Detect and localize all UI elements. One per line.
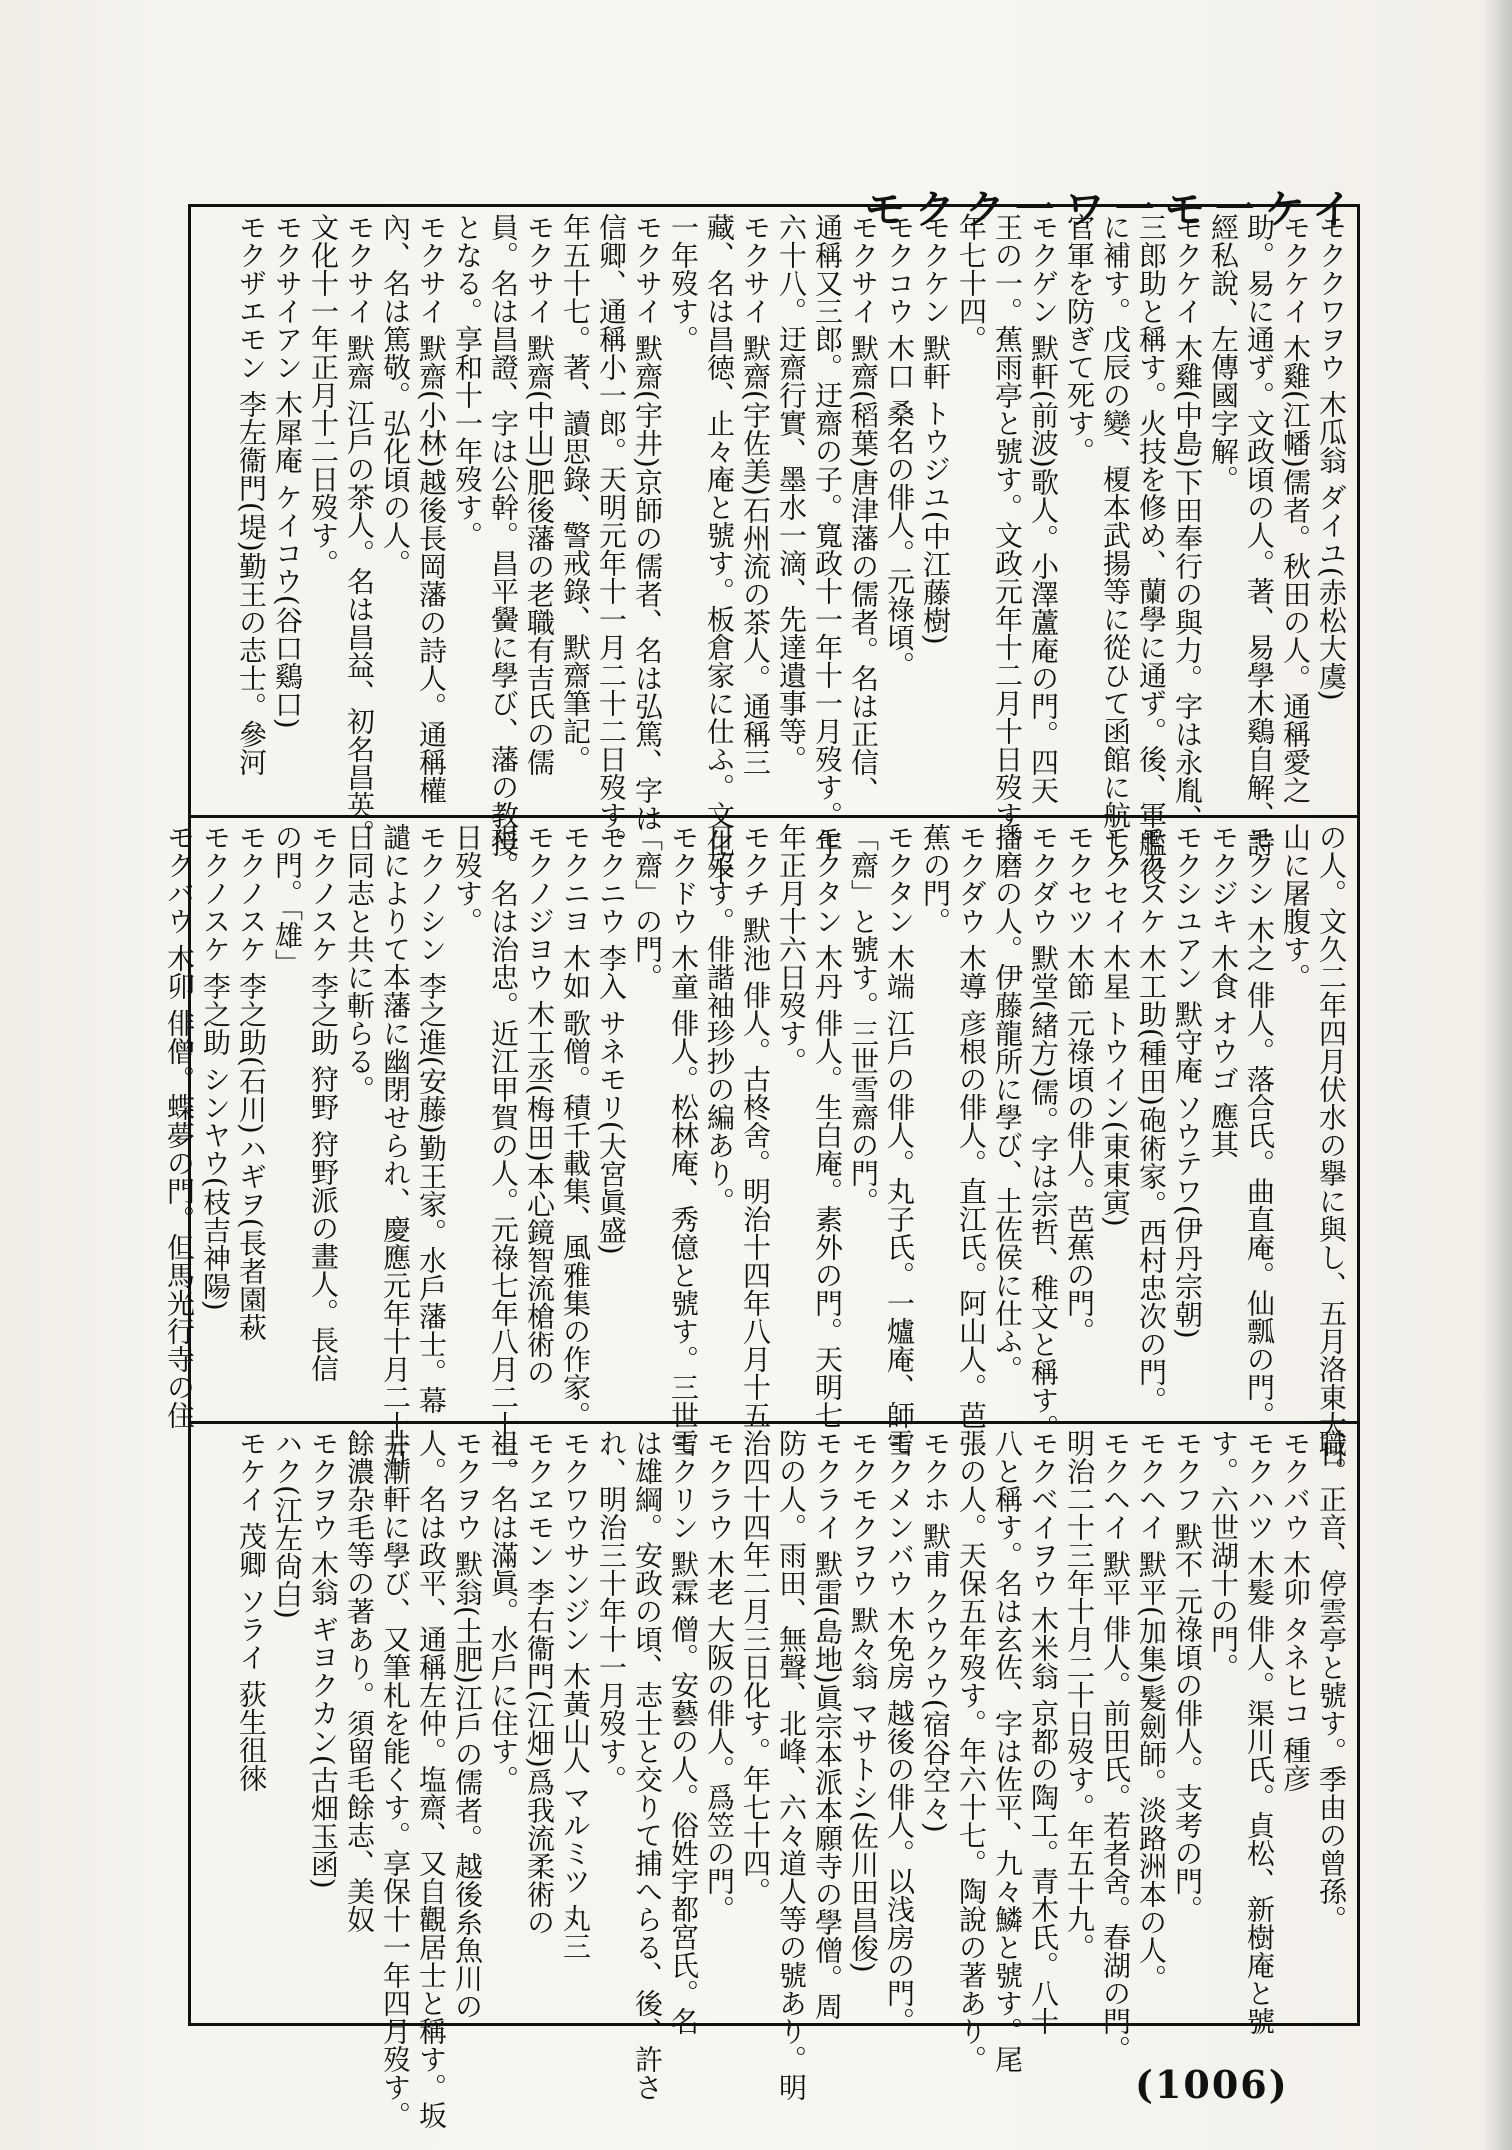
text-column: 「齋」の門。	[631, 823, 664, 991]
text-column: 播磨の人。伊藤龍所に學び、土佐侯に仕ふ。	[991, 823, 1024, 1383]
text-column: 治四十四年二月三日化す。年七十四。	[739, 1429, 772, 1905]
text-column: 藏、名は昌徳、止々庵と號す。板倉家に仕ふ。文化十	[703, 213, 736, 885]
text-column: モクケイ 木雞(中島)下田奉行の與力。字は永胤、	[1171, 213, 1204, 832]
text-column: 年正月十六日歿す。	[775, 823, 808, 1075]
text-column: モクニウ 李入 サネモリ(大宮眞盛)	[595, 823, 628, 1255]
text-column: 內、名は篤敬。弘化頃の人。	[379, 213, 412, 577]
text-column: モクシ 木之 俳人。落合氏。曲直庵。仙瓢の門。	[1243, 823, 1276, 1429]
text-column: 譴によりて本藩に幽閉せられ、慶應元年十月二十五	[379, 823, 412, 1467]
text-column: モクジキ 木食 オウゴ 應其	[1207, 823, 1240, 1158]
text-column: 祖。名は治忠。近江甲賀の人。元祿七年八月二十三	[487, 823, 520, 1467]
running-head: モクク一ワ一モ一ケイ	[864, 186, 1362, 233]
text-column: モクゲン 默軒(前波)歌人。小澤蘆庵の門。四天	[1027, 213, 1060, 804]
text-column: モクコウ 木口 桑名の俳人。元祿頃。	[883, 213, 916, 679]
text-band-middle	[163, 823, 1349, 1467]
text-column: 年七十四。	[955, 213, 988, 353]
text-column: 山に屠腹す。	[1279, 823, 1312, 991]
text-column: 人。名は政平、通稱左仲。塩齋、又自觀居士と稱す。坂	[415, 1429, 448, 2129]
text-column: の門。「雄」	[271, 823, 304, 977]
text-column: モクノシン 李之進(安藤)勤王家。水戶藩士。幕	[415, 823, 448, 1414]
text-column: モクダウ 默堂(緒方)儒。字は宗哲、稚文と稱す。	[1027, 823, 1060, 1442]
text-column: モクノスケ 李之助 シンヤウ(枝吉神陽)	[199, 823, 232, 1311]
text-column: モクノスケ 李之助(石川)ハギヲ(長者園萩	[235, 823, 268, 1341]
text-column: 張の人。天保五年歿す。年六十七。陶說の著あり。	[955, 1429, 988, 2073]
text-column: モクサイ 默齋(稻葉)唐津藩の儒者。名は正信、	[847, 213, 880, 804]
text-column: モクヲウ 默翁(土肥)江戶の儒者。越後糸魚川の	[451, 1429, 484, 2020]
text-column: モクワウサンジン 木黃山人 マルミツ 丸三	[559, 1429, 592, 1960]
text-column: に補す。戊辰の變、榎本武揚等に從ひて函館に航し、	[1099, 213, 1132, 885]
text-column: 八と稱す。名は玄佐、字は佐平、九々鱗と號す。尾	[991, 1429, 1024, 2073]
text-column: モクヘイ 默平 俳人。前田氏。若者舍。春湖の門。	[1099, 1429, 1132, 2063]
text-column: モクメンバウ 木免房 越後の俳人。以浅房の門。	[883, 1429, 916, 2035]
text-column: モクノスケ 李之助 狩野 狩野派の畫人。長信	[307, 823, 340, 1382]
text-column: モクザエモン 李左衞門(堤)勤王の志士。參河	[235, 213, 268, 776]
text-column: 助。易に通ず。文政頃の人。著、易學木鷄自解、詩	[1243, 213, 1276, 857]
text-column: モクサイ 默齋(宇井)京師の儒者、名は弘篤、字は	[631, 213, 664, 832]
text-column: モクケイ 木雞(江幡)儒者。秋田の人。通稱愛之	[1279, 213, 1312, 804]
text-column: モクヲウ 木翁 ギヨクカン(古畑玉函)	[307, 1429, 340, 1889]
text-column: モクタン 木丹 俳人。生白庵。素外の門。天明七	[811, 823, 844, 1429]
text-column: 官軍を防ぎて死す。	[1063, 213, 1096, 465]
text-column: モクセツ 木節 元祿頃の俳人。芭蕉の門。	[1063, 823, 1096, 1345]
text-column: の人。文久二年四月伏水の擧に與し、五月洛東大日	[1315, 823, 1348, 1467]
text-column: モクバウ 木卯 俳僧。蝶夢の門。但馬光行寺の住	[163, 823, 196, 1429]
text-column: モクノジヨウ 木工丞(梅田)本心鏡智流槍術の	[523, 823, 556, 1386]
text-column: ハク(江左尙白)	[271, 1429, 304, 1619]
text-column: モクモクヲウ 默々翁 マサトシ(佐川田昌俊)	[847, 1429, 880, 1973]
text-column: モクサイ 默齋(宇佐美)石州流の茶人。通稱三	[739, 213, 772, 776]
text-column: 王の一。蕉雨亭と號す。文政元年十二月十日歿す。	[991, 213, 1024, 857]
text-column: モクサイアン 木犀庵 ケイコウ(谷口鷄口)	[271, 213, 304, 729]
text-column: モクリン 默霖 僧。安藝の人。俗姓宇都宮氏。名	[667, 1429, 700, 2035]
text-column: モクヘイ 默平(加集)髮劍師。淡路洲本の人。	[1135, 1429, 1168, 1992]
text-column: 防の人。雨田、無聲、北峰、六々道人等の號あり。明	[775, 1429, 808, 2101]
text-column: 井漸軒に學び、又筆札を能くす。享保十一年四月歿す。	[379, 1429, 412, 2129]
text-column: れ、明治三十年十一月歿す。	[595, 1429, 628, 1793]
text-column: 蕉の門。	[919, 823, 952, 935]
dictionary-columns	[163, 823, 1349, 1467]
text-column: 職。正音、停雲亭と號す。季由の曾孫。	[1315, 1429, 1348, 1933]
text-column: となる。享和十一年歿す。	[451, 213, 484, 549]
text-column: 信卿、通稱小一郎。天明元年十一月二十二日歿す。	[595, 213, 628, 857]
text-column: モクタン 木端 江戶の俳人。丸子氏。一爐庵、師雪	[883, 823, 916, 1457]
text-column: モクサイ 默齋(小林)越後長岡藩の詩人。通稱權	[415, 213, 448, 804]
text-column: モクラウ 木老 大阪の俳人。爲笠の門。	[703, 1429, 736, 1923]
text-column: モクドウ 木童 俳人。松林庵、秀億と號す。三世雪	[667, 823, 700, 1457]
text-column: 六十八。迂齋行實、墨水一滴、先達遺事等。	[775, 213, 808, 773]
text-column: モクケン 默軒 トウジユ(中江藤樹)	[919, 213, 952, 645]
page-number: (1006)	[1135, 2062, 1289, 2107]
text-column: モケイ 茂卿 ソライ 荻生徂徠	[235, 1429, 268, 1792]
text-column: 文化十一年正月十二日歿す。	[307, 213, 340, 577]
text-column: 祖。名は滿眞。水戶に住す。	[487, 1429, 520, 1793]
text-column: 日歿す。俳諧袖珍抄の編あり。	[703, 823, 736, 1215]
text-column: モクシユアン 默守庵 ソウテワ(伊丹宗朝)	[1171, 823, 1204, 1339]
text-column: す。六世湖十の門。	[1207, 1429, 1240, 1681]
text-column: モクニヨ 木如 歌僧。積千載集、風雅集の作家。	[559, 823, 592, 1429]
text-column: 通稱又三郎。迂齋の子。寬政十一年十一月歿す。年	[811, 213, 844, 857]
text-column: モクチ 默池 俳人。古柊舍。明治十四年八月十五	[739, 823, 772, 1429]
text-column: モクダウ 木導 彦根の俳人。直江氏。阿山人。芭	[955, 823, 988, 1429]
text-column: モクホ 默甫 クウクウ(宿谷空々)	[919, 1429, 952, 1833]
band-divider	[191, 1421, 1357, 1424]
text-column: 日歿す。	[451, 823, 484, 935]
text-column: モクサイ 默齋(中山)肥後藩の老職有吉氏の儒	[523, 213, 556, 776]
text-column: モクベイヲウ 木米翁 京都の陶工。青木氏。八十	[1027, 1429, 1060, 2035]
text-column: 一年歿す。	[667, 213, 700, 353]
text-column: 日同志と共に斬らる。	[343, 823, 376, 1103]
text-column: は雄綱。安政の頃、志士と交りて捕へらる、後、許さ	[631, 1429, 664, 2101]
text-column: モクサイ 默齋 江戶の茶人。名は昌益、初名昌英。	[343, 213, 376, 847]
text-column: モクバウ 木卯 タネヒコ 種彦	[1279, 1429, 1312, 1792]
text-column: モククワヲウ 木瓜翁 ダイユ(赤松大虞)	[1315, 213, 1348, 701]
text-column: 三郎助と稱す。火技を修め、蘭學に通ず。後、軍艦役	[1135, 213, 1168, 885]
text-column: モクセイ 木星 トウイン(東東寅)	[1099, 823, 1132, 1227]
text-column: 明治二十三年十月二十日歿す。年五十九。	[1063, 1429, 1096, 1961]
text-column: 年五十七。著、讀思錄、警戒錄、默齋筆記。	[559, 213, 592, 773]
text-column: 經私說、左傳國字解。	[1207, 213, 1240, 493]
text-column: モクヱモン 李右衞門(江畑)爲我流柔術の	[523, 1429, 556, 1936]
text-column: モクハツ 木髮 俳人。渠川氏。貞松、新樹庵と號	[1243, 1429, 1276, 2035]
text-column: モクライ 默雷(島地)眞宗本派本願寺の學僧。周	[811, 1429, 844, 2020]
text-column: 「齋」と號す。三世雪齋の門。	[847, 823, 880, 1215]
text-column: モクスケ 木工助(種田)砲術家。西村忠次の門。	[1135, 823, 1168, 1414]
text-column: 員。名は昌證、字は公幹。昌平黌に學び、藩の教授	[487, 213, 520, 857]
band-divider	[191, 815, 1357, 818]
text-column: 餘濃杂毛等の著あり。須留毛餘志、美奴	[343, 1429, 376, 1933]
text-column: モクフ 默不 元祿頃の俳人。支考の門。	[1171, 1429, 1204, 1923]
